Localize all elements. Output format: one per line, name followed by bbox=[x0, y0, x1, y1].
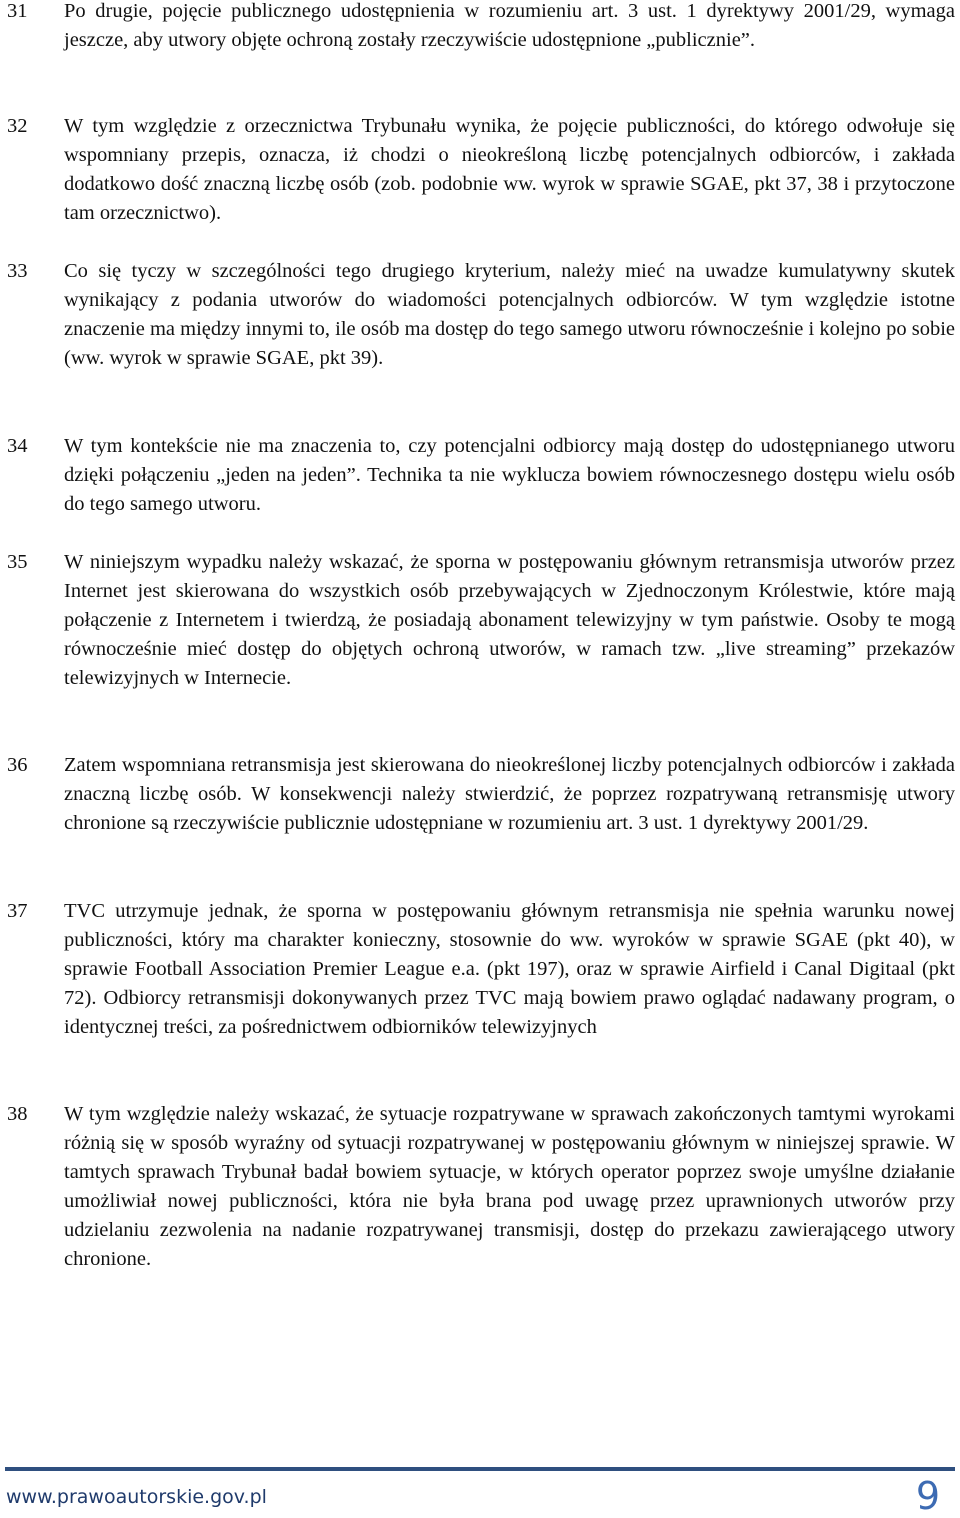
paragraph-number: 37 bbox=[7, 900, 28, 922]
paragraph-33 bbox=[0, 257, 955, 373]
footer-website-link[interactable]: www.prawoautorskie.gov.pl bbox=[6, 1486, 267, 1508]
paragraph-34 bbox=[0, 432, 955, 519]
paragraph-text: Co się tyczy w szczególności tego drugiego kryterium, należy mieć na uwadze kumulatywny skutek wynikający z podania utworów do wiadomości potencjalnych odbiorców. W tym względzie istotne znaczenie ma między innymi to, ile osób ma dostęp do tego samego utworu równocześnie i kolejno po sobie (ww. wyrok w sprawie SGAE, pkt 39). bbox=[64, 260, 955, 369]
paragraph-36 bbox=[0, 751, 955, 838]
paragraph-number: 38 bbox=[7, 1103, 28, 1125]
paragraph-number: 33 bbox=[7, 260, 28, 282]
footer-divider bbox=[5, 1467, 955, 1471]
paragraph-text: Po drugie, pojęcie publicznego udostępnienia w rozumieniu art. 3 ust. 1 dyrektywy 2001/29, wymaga jeszcze, aby utwory objęte ochroną zostały rzeczywiście udostępnione „publicznie”. bbox=[64, 0, 955, 51]
paragraph-text: W tym względzie należy wskazać, że sytuacje rozpatrywane w sprawach zakończonych tamtymi wyrokami różnią się w sposób wyraźny od sytuacji rozpatrywanej w postępowaniu głównym w niniejszej sprawie. W tamtych sprawach Trybunał badał bowiem sytuacje, w których operator poprzez swoje umyślne działanie umożliwiał nowej publiczności, która nie była brana pod uwagę przez uprawnionych utworów przy udzielaniu zezwolenia na nadanie rozpatrywanej transmisji, dostęp do przekazu zawierającego utwory chronione. bbox=[64, 1103, 955, 1270]
paragraph-number: 35 bbox=[7, 551, 28, 573]
paragraph-number: 34 bbox=[7, 435, 28, 457]
paragraph-text: W tym kontekście nie ma znaczenia to, czy potencjalni odbiorcy mają dostęp do udostępnianego utworu dzięki połączeniu „jeden na jeden”. Technika ta nie wyklucza bowiem równoczesnego dostępu wielu osób do tego samego utworu. bbox=[64, 435, 955, 515]
paragraph-32 bbox=[0, 112, 955, 228]
paragraph-number: 32 bbox=[7, 115, 28, 137]
page-number: 9 bbox=[915, 1474, 940, 1518]
paragraph-text: TVC utrzymuje jednak, że sporna w postępowaniu głównym retransmisja nie spełnia warunku nowej publiczności, który ma charakter konieczny, stosownie do ww. wyroków w sprawie SGAE (pkt 40), w sprawie Football Association Premier League e.a. (pkt 197), oraz w sprawie Airfield i Canal Digitaal (pkt 72). Odbiorcy retransmisji dokonywanych przez TVC mają bowiem prawo oglądać nadawany program, o identycznej treści, za pośrednictwem odbiorników telewizyjnych bbox=[64, 900, 955, 1038]
paragraph-35 bbox=[0, 548, 955, 693]
paragraph-37 bbox=[0, 897, 955, 1042]
paragraph-number: 31 bbox=[7, 0, 28, 22]
paragraph-31 bbox=[0, 0, 955, 55]
paragraph-text: Zatem wspomniana retransmisja jest skierowana do nieokreślonej liczby potencjalnych odbiorców i zakłada znaczną liczbę osób. W konsekwencji należy stwierdzić, że poprzez rozpatrywaną retransmisję utwory chronione są rzeczywiście publicznie udostępniane w rozumieniu art. 3 ust. 1 dyrektywy 2001/29. bbox=[64, 754, 955, 834]
paragraph-number: 36 bbox=[7, 754, 28, 776]
paragraph-text: W niniejszym wypadku należy wskazać, że sporna w postępowaniu głównym retransmisja utworów przez Internet jest skierowana do wszystkich osób przebywających w Zjednoczonym Królestwie, które mają połączenie z Internetem i twierdzą, że posiadają abonament telewizyjny w tym państwie. Osoby te mogą równocześnie mieć dostęp do objętych ochroną utworów, w ramach tzw. „live streaming” przekazów telewizyjnych w Internecie. bbox=[64, 551, 955, 689]
paragraph-38 bbox=[0, 1100, 955, 1274]
paragraph-text: W tym względzie z orzecznictwa Trybunału wynika, że pojęcie publiczności, do którego odwołuje się wspomniany przepis, oznacza, iż chodzi o nieokreśloną liczbę potencjalnych odbiorców, i zakłada dodatkowo dość znaczną liczbę osób (zob. podobnie ww. wyrok w sprawie SGAE, pkt 37, 38 i przytoczone tam orzecznictwo). bbox=[64, 115, 955, 224]
